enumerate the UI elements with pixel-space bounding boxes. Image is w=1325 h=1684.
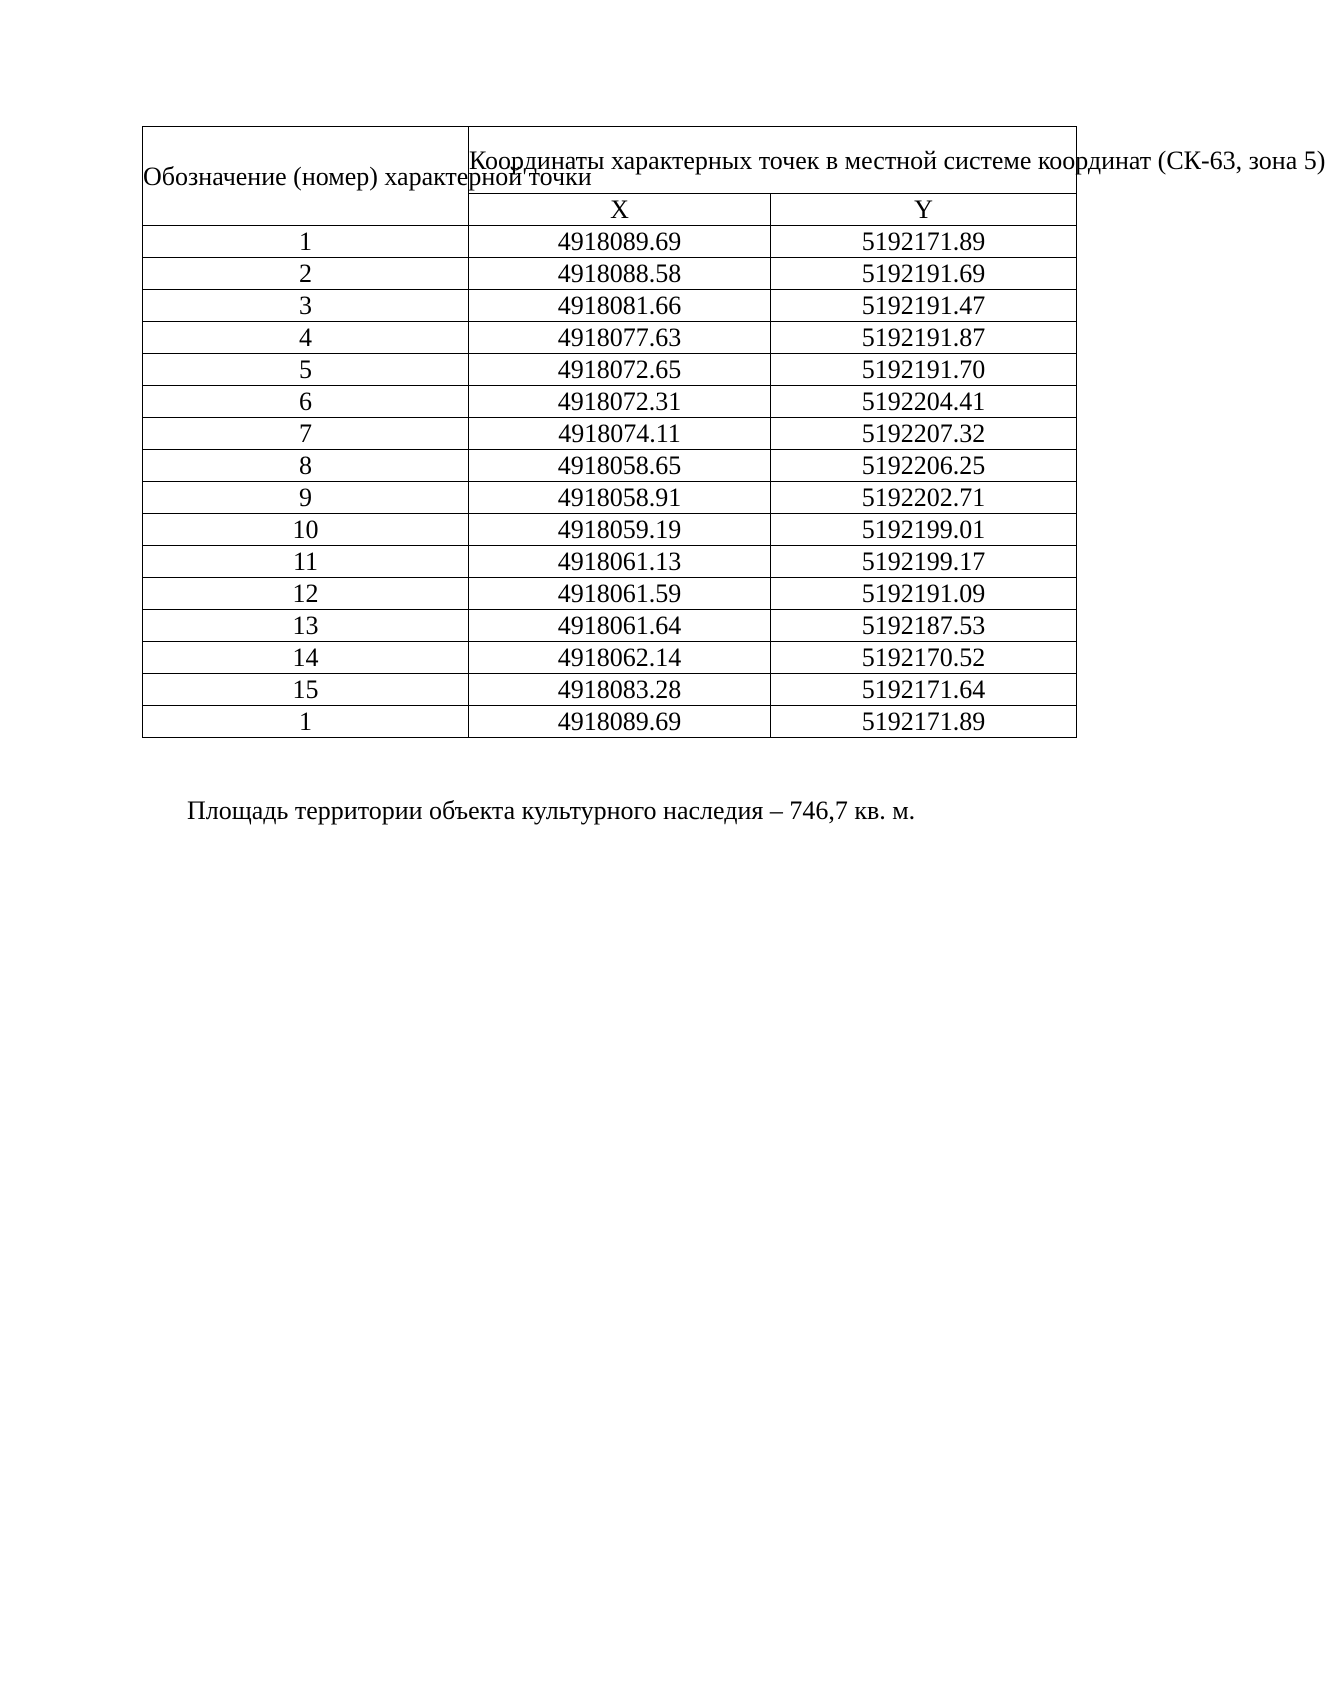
y-column-header: Y: [771, 194, 1077, 226]
x-coordinate-cell: 4918072.31: [469, 386, 771, 418]
x-coordinate-cell: 4918088.58: [469, 258, 771, 290]
x-coordinate-cell: 4918072.65: [469, 354, 771, 386]
table-row: [143, 354, 1077, 386]
point-number-cell: 4: [143, 322, 469, 354]
point-number-cell: 9: [143, 482, 469, 514]
point-number-cell: 1: [143, 226, 469, 258]
y-coordinate-cell: 5192207.32: [771, 418, 1077, 450]
x-coordinate-cell: 4918089.69: [469, 706, 771, 738]
x-column-header: X: [469, 194, 771, 226]
y-coordinate-cell: 5192171.64: [771, 674, 1077, 706]
x-coordinate-cell: 4918059.19: [469, 514, 771, 546]
point-number-cell: 3: [143, 290, 469, 322]
x-coordinate-cell: 4918061.64: [469, 610, 771, 642]
point-number-cell: 8: [143, 450, 469, 482]
x-coordinate-cell: 4918077.63: [469, 322, 771, 354]
point-number-cell: 7: [143, 418, 469, 450]
y-coordinate-cell: 5192171.89: [771, 226, 1077, 258]
x-coordinate-cell: 4918081.66: [469, 290, 771, 322]
x-coordinate-cell: 4918058.65: [469, 450, 771, 482]
x-coordinate-cell: 4918061.13: [469, 546, 771, 578]
table-row: [143, 706, 1077, 738]
table-header-row: [143, 127, 1077, 194]
y-coordinate-cell: 5192191.47: [771, 290, 1077, 322]
table-row: [143, 642, 1077, 674]
table-row: [143, 418, 1077, 450]
table-row: [143, 610, 1077, 642]
x-coordinate-cell: 4918058.91: [469, 482, 771, 514]
table-row: [143, 546, 1077, 578]
point-number-cell: 13: [143, 610, 469, 642]
x-coordinate-cell: 4918089.69: [469, 226, 771, 258]
y-coordinate-cell: 5192191.70: [771, 354, 1077, 386]
y-coordinate-cell: 5192199.01: [771, 514, 1077, 546]
x-coordinate-cell: 4918061.59: [469, 578, 771, 610]
table-row: [143, 578, 1077, 610]
x-coordinate-cell: 4918062.14: [469, 642, 771, 674]
y-coordinate-cell: 5192202.71: [771, 482, 1077, 514]
y-coordinate-cell: 5192171.89: [771, 706, 1077, 738]
point-number-cell: 5: [143, 354, 469, 386]
point-number-cell: 2: [143, 258, 469, 290]
point-number-cell: 6: [143, 386, 469, 418]
x-coordinate-cell: 4918083.28: [469, 674, 771, 706]
coordinates-column-header: Координаты характерных точек в местной системе координат (СК-63, зона 5): [469, 127, 1077, 194]
table-row: [143, 290, 1077, 322]
table-body: [143, 226, 1077, 738]
point-number-cell: 10: [143, 514, 469, 546]
table-row: [143, 674, 1077, 706]
y-coordinate-cell: 5192191.69: [771, 258, 1077, 290]
table-row: [143, 386, 1077, 418]
point-column-header: Обозначение (номер) характерной точки: [143, 127, 469, 226]
point-number-cell: 11: [143, 546, 469, 578]
table-row: [143, 226, 1077, 258]
point-number-cell: 1: [143, 706, 469, 738]
table-row: [143, 322, 1077, 354]
y-coordinate-cell: 5192199.17: [771, 546, 1077, 578]
area-note: Площадь территории объекта культурного наследия – 746,7 кв. м.: [187, 796, 916, 825]
y-coordinate-cell: 5192191.09: [771, 578, 1077, 610]
table-row: [143, 482, 1077, 514]
y-coordinate-cell: 5192187.53: [771, 610, 1077, 642]
y-coordinate-cell: 5192204.41: [771, 386, 1077, 418]
point-number-cell: 15: [143, 674, 469, 706]
coordinates-table: [142, 126, 1325, 738]
table-row: [143, 514, 1077, 546]
y-coordinate-cell: 5192191.87: [771, 322, 1077, 354]
point-number-cell: 14: [143, 642, 469, 674]
y-coordinate-cell: 5192206.25: [771, 450, 1077, 482]
x-coordinate-cell: 4918074.11: [469, 418, 771, 450]
point-number-cell: 12: [143, 578, 469, 610]
table-row: [143, 450, 1077, 482]
y-coordinate-cell: 5192170.52: [771, 642, 1077, 674]
table-row: [143, 258, 1077, 290]
